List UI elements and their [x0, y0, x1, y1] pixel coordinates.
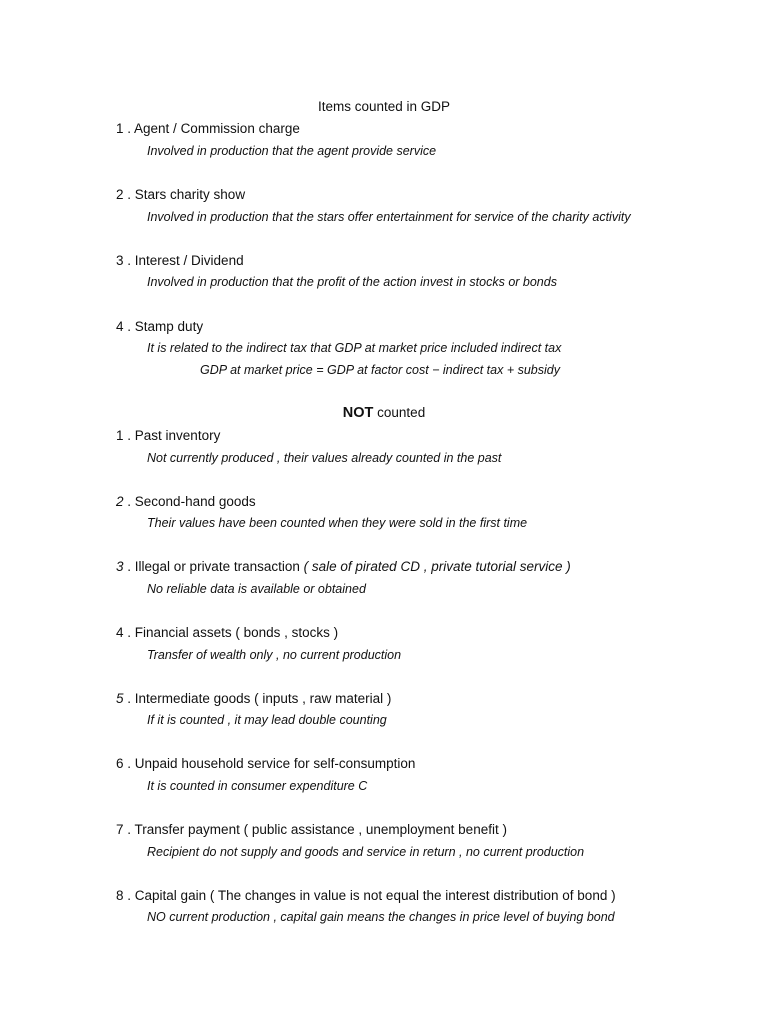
not-counted-item-5: 5 . Intermediate goods ( inputs , raw material ): [116, 691, 392, 706]
item-title: Illegal or private transaction: [134, 559, 300, 574]
item-number: 1: [116, 121, 124, 136]
not-counted-item-4-note: Transfer of wealth only , no current production: [147, 648, 402, 662]
item-title-extra: ( sale of pirated CD , private tutorial service ): [303, 559, 571, 574]
not-counted-heading: [0, 404, 768, 422]
item-number: 8: [116, 888, 124, 903]
item-title: Interest / Dividend: [134, 253, 244, 268]
item-number: 4: [116, 625, 124, 640]
item-title: Stamp duty: [134, 319, 204, 334]
counted-item-1-note: Involved in production that the agent provide service: [147, 144, 437, 158]
item-number: 6: [116, 756, 124, 771]
not-counted-item-6-note: It is counted in consumer expenditure C: [147, 779, 368, 793]
item-title: Financial assets ( bonds , stocks ): [134, 625, 339, 640]
not-counted-item-3-note: No reliable data is available or obtained: [147, 582, 366, 596]
item-number: 2: [116, 494, 124, 509]
counted-item-4: 4 . Stamp duty: [116, 319, 204, 334]
not-counted-item-7: 7 . Transfer payment ( public assistance , unemployment benefit ): [116, 822, 507, 837]
item-title: Stars charity show: [134, 187, 246, 202]
item-title: Second-hand goods: [134, 494, 256, 509]
counted-item-2-note: Involved in production that the stars offer entertainment for service of the charity activity: [147, 210, 631, 224]
not-counted-item-8: 8 . Capital gain ( The changes in value is not equal the interest distribution of bond ): [116, 888, 616, 903]
not-counted-item-6: 6 . Unpaid household service for self-consumption: [116, 756, 416, 771]
not-counted-item-8-note: NO current production , capital gain means the changes in price level of buying bond: [147, 910, 615, 924]
item-title: Unpaid household service for self-consumption: [134, 756, 416, 771]
item-number: 5: [116, 691, 124, 706]
counted-item-3-note: Involved in production that the profit of the action invest in stocks or bonds: [147, 275, 557, 289]
counted-item-3: 3 . Interest / Dividend: [116, 253, 244, 268]
item-number: 2: [116, 187, 124, 202]
not-counted-item-3: 3 . Illegal or private transaction ( sale of pirated CD , private tutorial service ): [116, 559, 571, 574]
not-counted-item-5-note: If it is counted , it may lead double counting: [147, 713, 387, 727]
not-counted-item-2: 2 . Second-hand goods: [116, 494, 256, 509]
not-counted-item-1-note: Not currently produced , their values already counted in the past: [147, 451, 502, 465]
counted-item-1: 1 . Agent / Commission charge: [116, 121, 300, 136]
counted-item-2: 2 . Stars charity show: [116, 187, 246, 202]
item-number: 3: [116, 559, 124, 574]
item-title: Capital gain ( The changes in value is not equal the interest distribution of bond ): [134, 888, 616, 903]
item-title: Intermediate goods ( inputs , raw material ): [134, 691, 392, 706]
not-emphasis: NOT: [342, 405, 374, 421]
not-counted-item-7-note: Recipient do not supply and goods and service in return , no current production: [147, 845, 585, 859]
not-counted-heading-rest: counted: [373, 405, 426, 420]
counted-item-4-note: It is related to the indirect tax that GDP at market price included indirect tax: [147, 341, 562, 355]
item-number: 4: [116, 319, 124, 334]
item-number: 1: [116, 428, 124, 443]
item-number: 7: [116, 822, 124, 837]
counted-heading: Items counted in GDP: [317, 99, 451, 114]
item-number: 3: [116, 253, 124, 268]
item-title: Past inventory: [134, 428, 221, 443]
item-title: Transfer payment ( public assistance , unemployment benefit ): [134, 822, 507, 837]
gdp-formula: GDP at market price = GDP at factor cost − indirect tax + subsidy: [200, 363, 560, 377]
not-counted-item-4: 4 . Financial assets ( bonds , stocks ): [116, 625, 339, 640]
not-counted-item-1: 1 . Past inventory: [116, 428, 221, 443]
item-title: Agent / Commission charge: [134, 121, 300, 136]
not-counted-item-2-note: Their values have been counted when they were sold in the first time: [147, 516, 528, 530]
